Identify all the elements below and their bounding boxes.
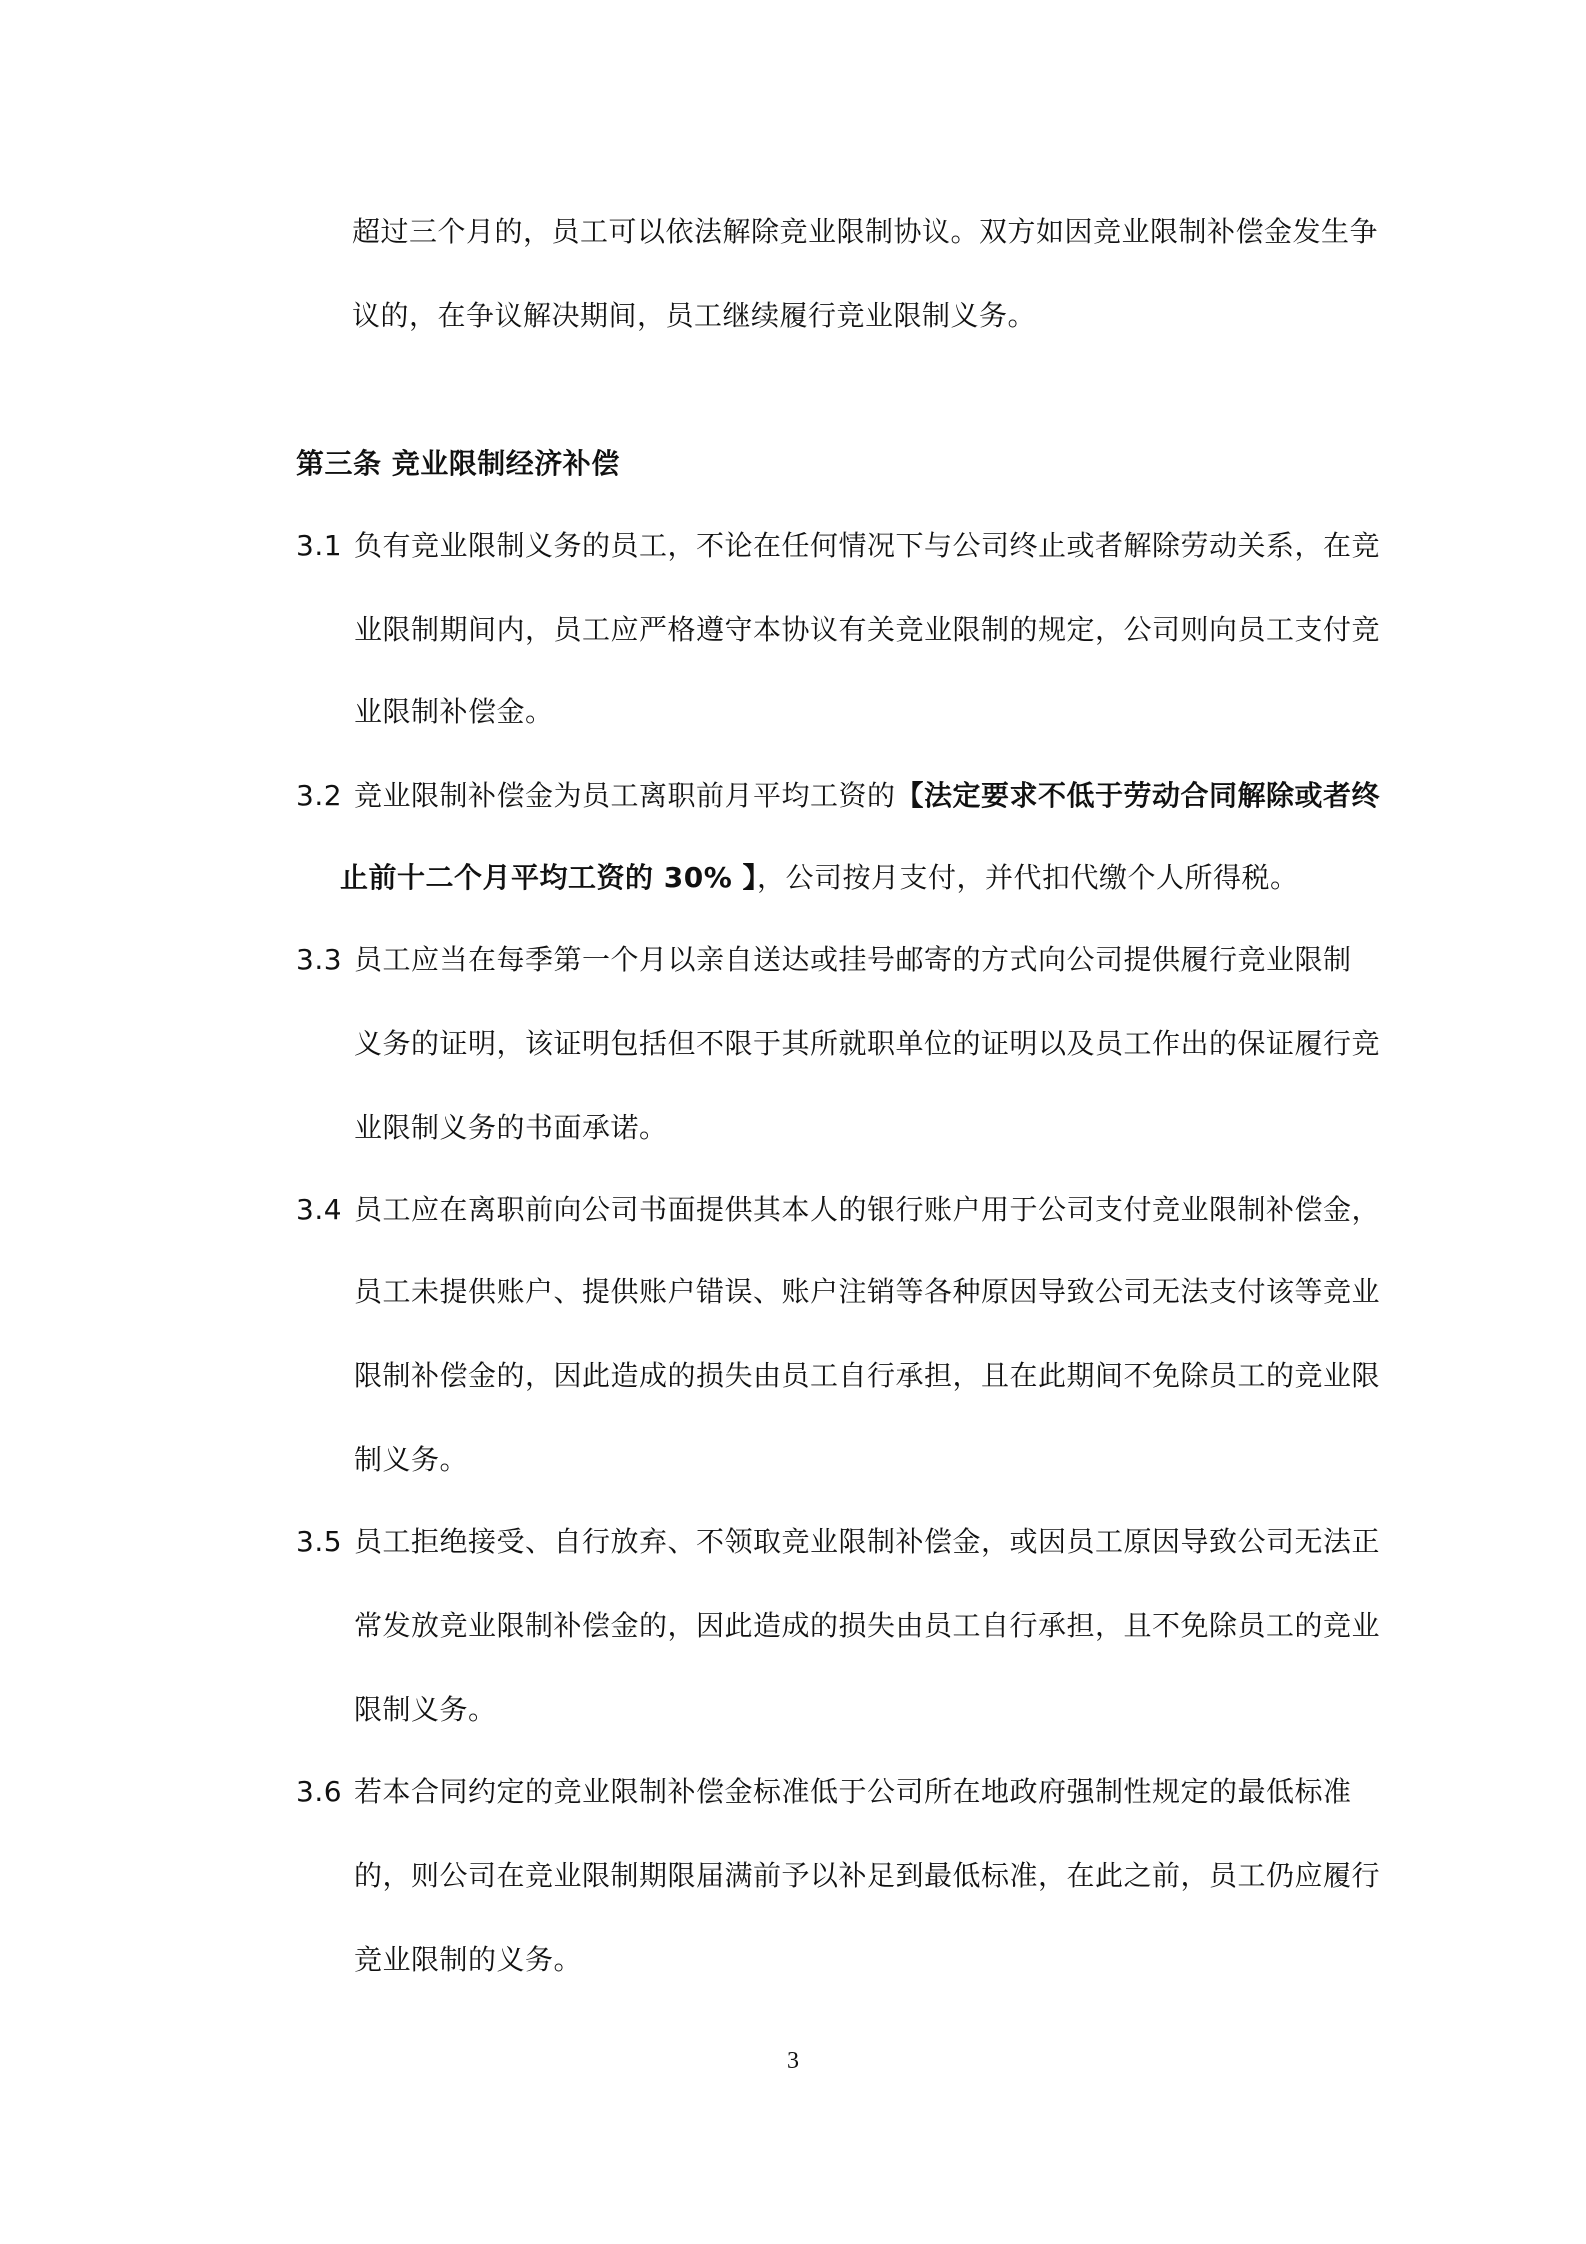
clause-3-6-line-1: [296, 1772, 1352, 1812]
clause-3-4-line-3: 限制补偿金的，因此造成的损失由员工自行承担，且在此期间不免除员工的竞业限: [354, 1359, 1381, 1392]
clause-3-4-line-2: 员工未提供账户、提供账户错误、账户注销等各种原因导致公司无法支付该等竞业: [354, 1275, 1381, 1308]
intro-line-2: 议的，在争议解决期间，员工继续履行竞业限制义务。: [352, 299, 1037, 332]
clause-3-4-line-4: 制义务。: [354, 1443, 469, 1476]
clause-number: 3.5: [296, 1525, 343, 1558]
clause-3-3-line-3: 业限制义务的书面承诺。: [354, 1111, 668, 1144]
article-heading: 第三条 竞业限制经济补偿: [296, 447, 620, 480]
clause-text: 员工拒绝接受、自行放弃、不领取竞业限制补偿金，或因员工原因导致公司无法正: [354, 1525, 1381, 1558]
clause-emphasis: 【法定要求不低于劳动合同解除或者终: [895, 779, 1381, 812]
clause-emphasis: 止前十二个月平均工资的 30% 】: [340, 861, 758, 894]
clause-3-1-line-2: 业限制期间内，员工应严格遵守本协议有关竞业限制的规定，公司则向员工支付竞: [354, 613, 1381, 646]
clause-text: 员工应在离职前向公司书面提供其本人的银行账户用于公司支付竞业限制补偿金，: [354, 1193, 1381, 1226]
clause-3-1-line-3: 业限制补偿金。: [354, 695, 554, 728]
clause-text: 员工应当在每季第一个月以亲自送达或挂号邮寄的方式向公司提供履行竞业限制: [354, 943, 1352, 976]
clause-number: 3.4: [296, 1193, 343, 1226]
clause-3-5-line-2: 常发放竞业限制补偿金的，因此造成的损失由员工自行承担，且不免除员工的竞业: [354, 1609, 1381, 1642]
clause-3-2-line-2: [340, 858, 1299, 898]
clause-3-6-line-2: 的，则公司在竞业限制期限届满前予以补足到最低标准，在此之前，员工仍应履行: [354, 1859, 1381, 1892]
clause-number: 3.1: [296, 529, 343, 562]
clause-3-2-line-1: [296, 776, 1380, 816]
clause-number: 3.3: [296, 943, 343, 976]
clause-3-3-line-1: [296, 940, 1352, 980]
clause-text: ，公司按月支付，并代扣代缴个人所得税。: [757, 861, 1299, 894]
clause-number: 3.6: [296, 1775, 343, 1808]
clause-text: 负有竞业限制义务的员工，不论在任何情况下与公司终止或者解除劳动关系，在竞: [354, 529, 1381, 562]
clause-3-6-line-3: 竞业限制的义务。: [354, 1943, 583, 1976]
clause-number: 3.2: [296, 779, 343, 812]
page-number: 3: [787, 2048, 799, 2074]
clause-3-5-line-3: 限制义务。: [354, 1693, 497, 1726]
clause-3-1-line-1: [296, 526, 1380, 566]
clause-text: 若本合同约定的竞业限制补偿金标准低于公司所在地政府强制性规定的最低标准: [354, 1775, 1352, 1808]
intro-line-1: 超过三个月的，员工可以依法解除竞业限制协议。双方如因竞业限制补偿金发生争: [352, 215, 1379, 248]
clause-3-3-line-2: 义务的证明，该证明包括但不限于其所就职单位的证明以及员工作出的保证履行竞: [354, 1027, 1381, 1060]
clause-3-4-line-1: [296, 1190, 1380, 1230]
clause-3-5-line-1: [296, 1522, 1380, 1562]
clause-text: 竞业限制补偿金为员工离职前月平均工资的: [354, 779, 896, 812]
